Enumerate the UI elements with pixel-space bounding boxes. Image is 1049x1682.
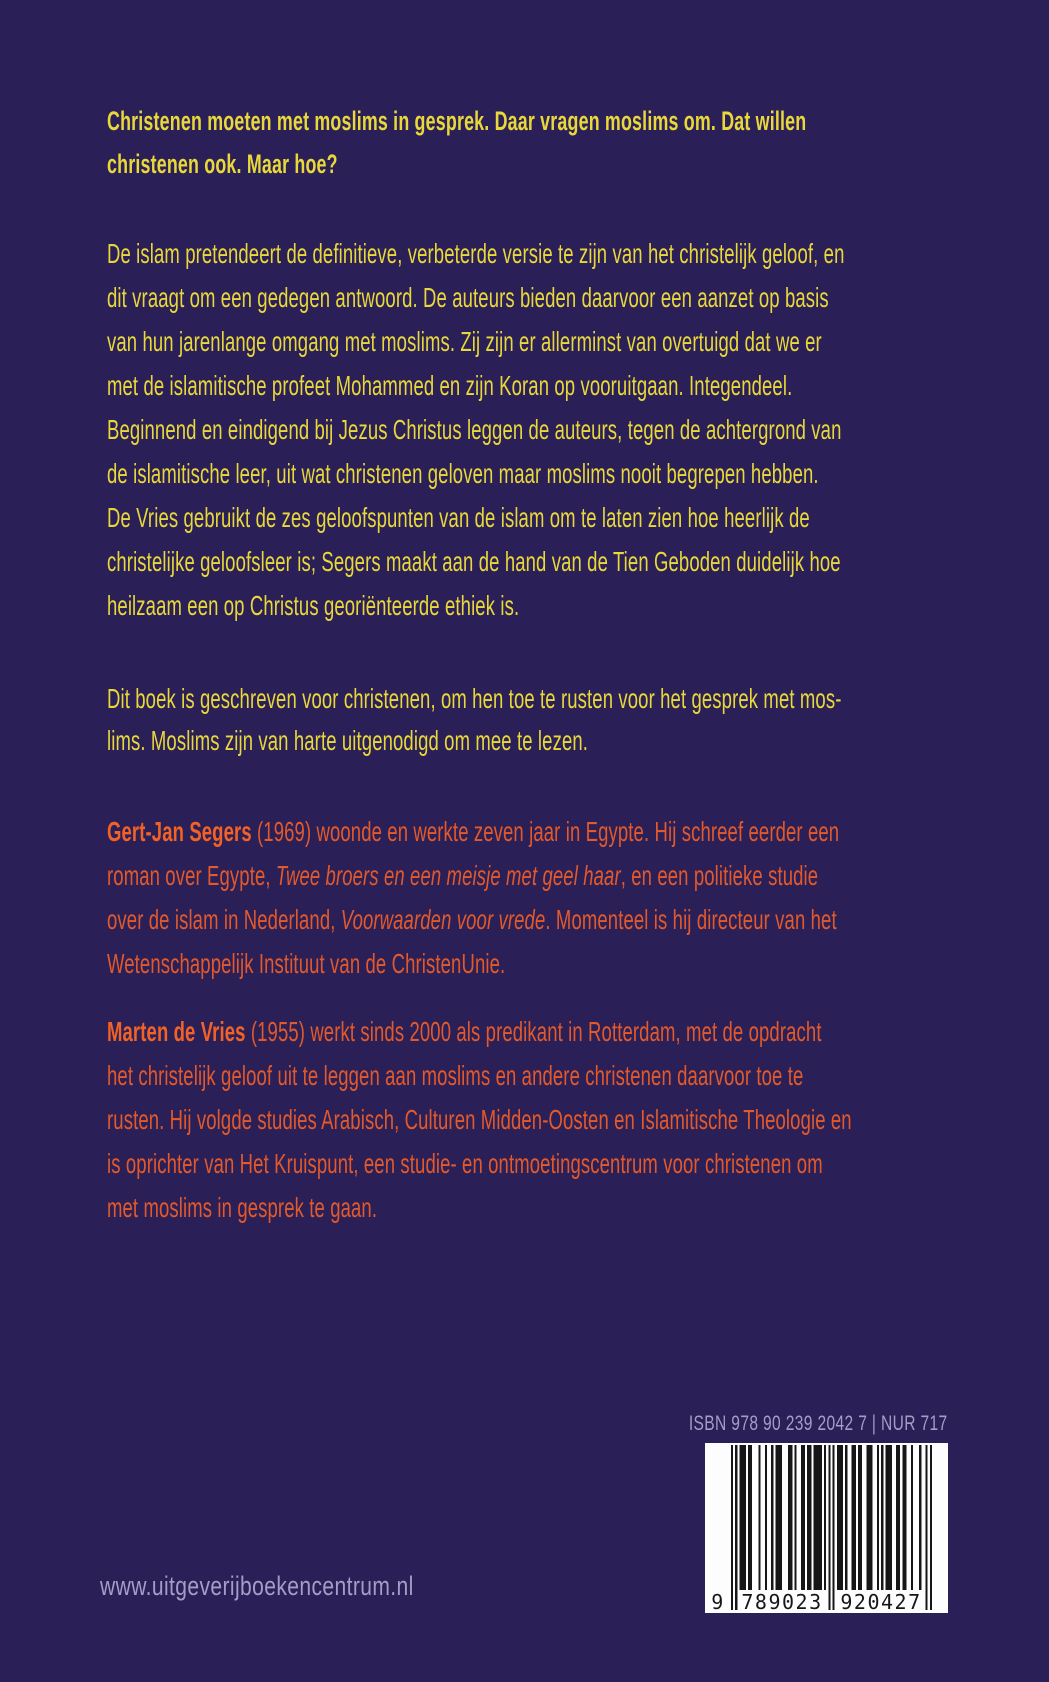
text-line: De islam pretendeert de definitieve, verbeterde versie te zijn van het christelijk geloof, en [107,238,845,269]
text-line: De Vries gebruikt de zes geloofspunten van de islam om te laten zien hoe heerlijk de [107,502,810,533]
barcode-digits: 9 [711,1590,725,1613]
text-line: het christelijk geloof uit te leggen aan moslims en andere christenen daarvoor toe te [107,1060,804,1091]
text-line: Dit boek is geschreven voor christenen, om hen toe te rusten voor het gesprek met mos- [107,683,842,714]
text-line: Gert-Jan Segers (1969) woonde en werkte zeven jaar in Egypte. Hij schreef eerder een [107,816,840,847]
text-line: Marten de Vries (1955) werkt sinds 2000 als predikant in Rotterdam, met de opdracht [107,1016,822,1047]
author-bio-devries [107,1010,1031,1230]
text-line: rusten. Hij volgde studies Arabisch, Culturen Midden-Oosten en Islamitische Theologie en [107,1104,852,1135]
text-line: Wetenschappelijk Instituut van de ChristenUnie. [107,948,506,979]
text-line: met moslims in gesprek te gaan. [107,1192,378,1223]
text-line: heilzaam een op Christus georiënteerde ethiek is. [107,590,520,621]
blurb-paragraph-1 [107,232,1031,628]
cover-tagline [107,100,1031,186]
text-line: christenen ook. Maar hoe? [107,149,338,179]
text-line: christelijke geloofsleer is; Segers maakt aan de hand van de Tien Geboden duidelijk hoe [107,546,841,577]
text-line: de islamitische leer, uit wat christenen geloven maar moslims nooit begrepen hebben. [107,458,819,489]
text-line: Christenen moeten met moslims in gesprek. Daar vragen moslims om. Dat willen [107,106,807,136]
publisher-website-url: www.uitgeverijboekencentrum.nl [100,1571,414,1601]
text-line: van hun jarenlange omgang met moslims. Zij zijn er allerminst van overtuigd dat we er [107,326,822,357]
ean13-barcode [705,1443,948,1613]
barcode-digits: 789023 [741,1590,823,1613]
barcode-digits: 920427 [840,1590,922,1613]
text-line: over de islam in Nederland, Voorwaarden voor vrede. Momenteel is hij directeur van het [107,904,837,935]
text-line: Beginnend en eindigend bij Jezus Christus leggen de auteurs, tegen de achtergrond van [107,414,842,445]
text-line: lims. Moslims zijn van harte uitgenodigd om mee te lezen. [107,725,589,756]
blurb-paragraph-2 [107,678,1031,762]
isbn-nur-label: ISBN 978 90 239 2042 7 | NUR 717 [689,1412,948,1435]
text-line: roman over Egypte, Twee broers en een meisje met geel haar, en een politieke studie [107,860,819,891]
text-line: dit vraagt om een gedegen antwoord. De auteurs bieden daarvoor een aanzet op basis [107,282,829,313]
author-bio-segers [107,810,1031,986]
text-line: is oprichter van Het Kruispunt, een studie- en ontmoetingscentrum voor christenen om [107,1148,823,1179]
text-line: met de islamitische profeet Mohammed en zijn Koran op vooruitgaan. Integendeel. [107,370,793,401]
